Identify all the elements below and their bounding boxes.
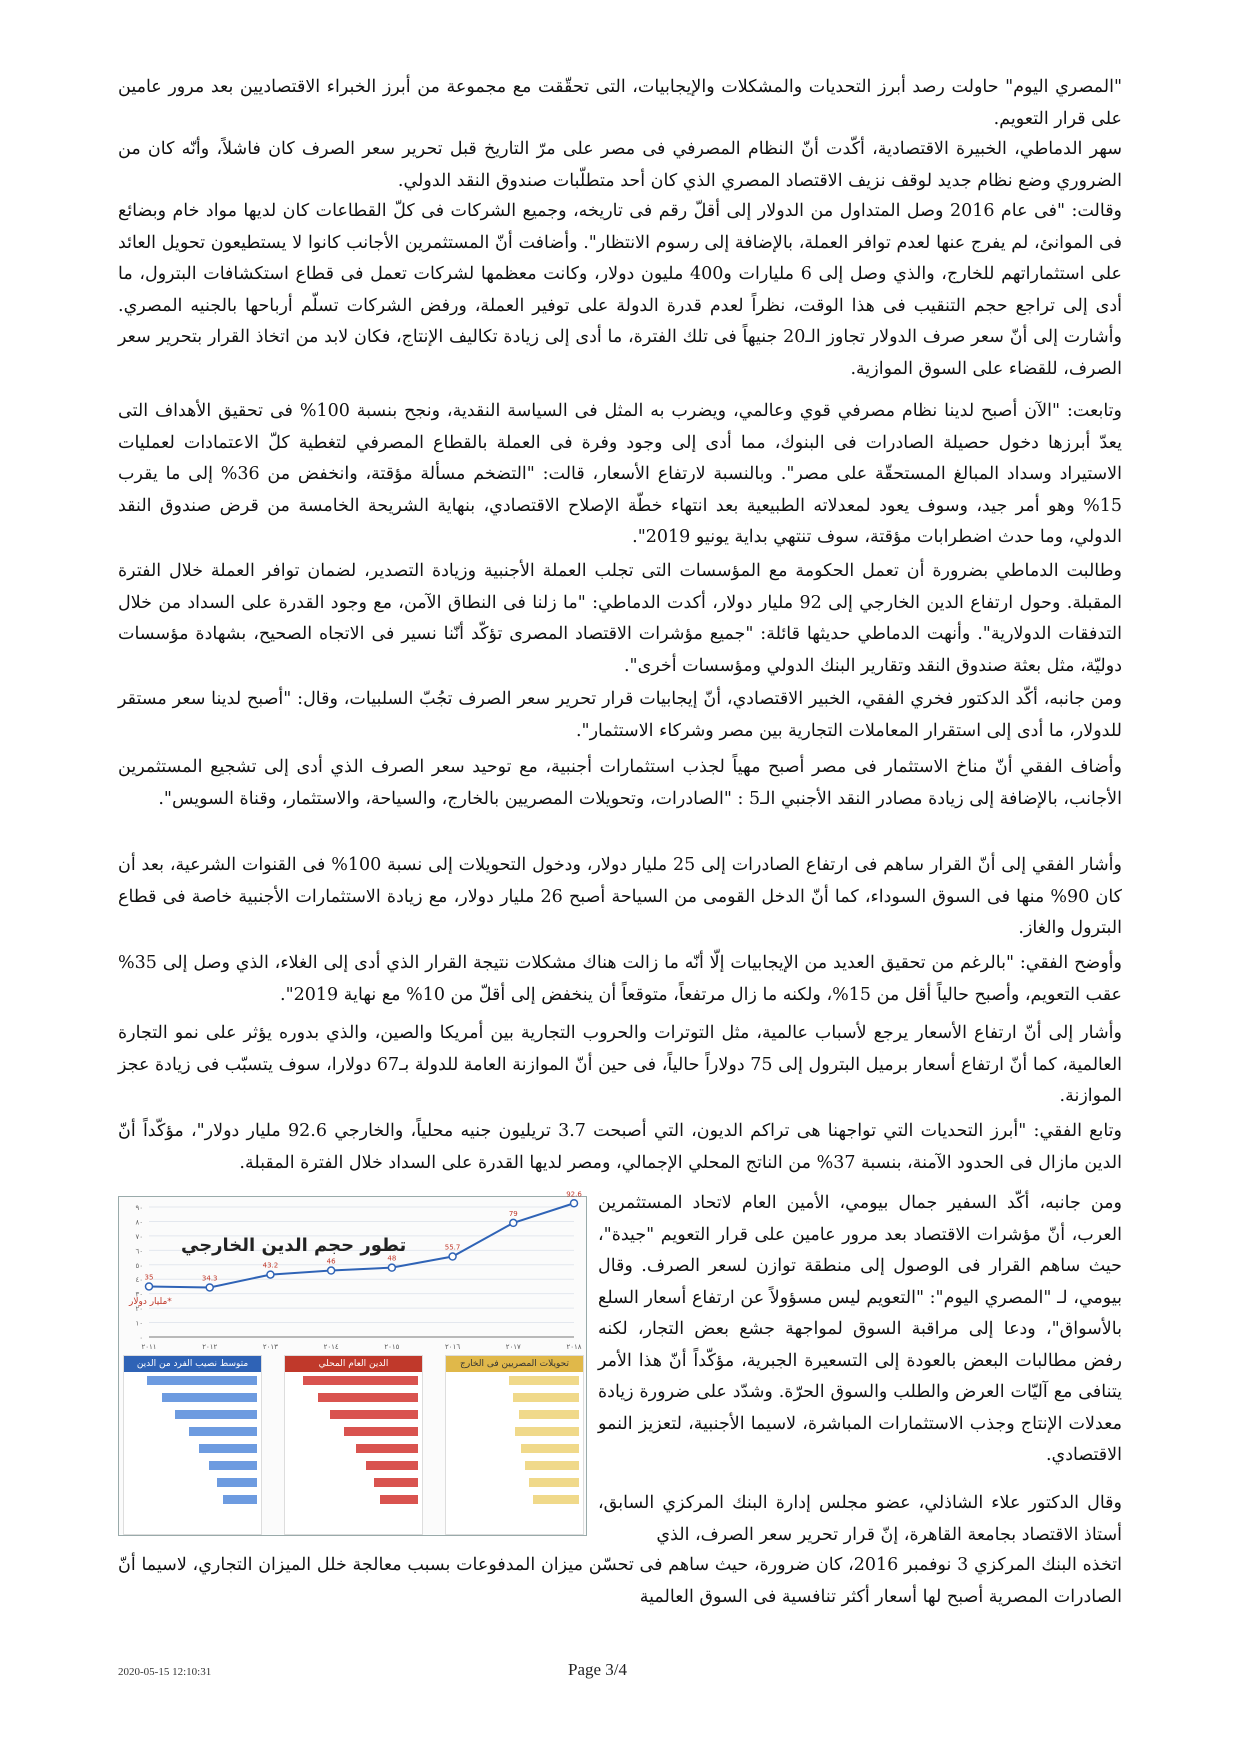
y-tick-label: ١٠ <box>135 1319 143 1328</box>
y-tick-label: ٢٠ <box>135 1305 143 1314</box>
paragraph-damati-3: وتابعت: "الآن أصبح لدينا نظام مصرفي قوي وعالمي، ويضرب به المثل فى السياسة النقدية، ونجح بنسبة 100% فى تحقيق الأهداف التى يعدّ أبرزها دخول حصيلة الصادرات فى البنوك، مما أدى إلى وجود وفرة فى العملة بالقطاع المصرفي لتغطية كلّ الاعتمادات لعمليات الاستيراد وسداد المبالغ المستحقّة على مصر". وبالنسبة لارتفاع الأسعار، قالت: "التضخم مسألة مؤقتة، وانخفض من 36% إلى ما يقرب 15% وهو أمر جيد، وسوف يعود لمعدلاته الطبيعية بعد انتهاء خطّة الإصلاح الاقتصادي، بنهاية الشريحة الخامسة من قرض صندوق النقد الدولي، وما حدث اضطرابات مؤقتة، سوف تنتهي بداية يونيو 2019". <box>118 401 1122 547</box>
domestic-bars <box>285 1372 422 1508</box>
bar <box>533 1495 579 1504</box>
bar <box>147 1376 257 1385</box>
x-tick-label: ٢٠١٨ <box>566 1343 582 1351</box>
bar <box>374 1478 418 1487</box>
paragraph-damati-2: وقالت: "فى عام 2016 وصل المتداول من الدولار إلى أقلّ رقم فى تاريخه، وجميع الشركات فى كلّ القطاعات كان لديها مواد خام وبضائع فى الموانئ، لم يفرج عنها لعدم توافر العملة، بالإضافة إلى رسوم الانتظار". وأضافت أنّ المستثمرين الأجانب كانوا لا يستطيعون تحويل العائد على استثماراتهم للخارج، والذي وصل إلى 6 مليارات و400 مليون دولار، وكانت معظمها لشركات تعمل فى قطاع استكشافات البترول، ما أدى إلى تراجع حجم التنقيب فى هذا الوقت، نظراً لعدم قدرة الدولة على توفير العملة، ورفض الشركات تسلّم أرباحها بالجنيه المصري. وأشارت إلى أنّ سعر صرف الدولار تجاوز الـ20 جنيهاً فى تلك الفترة، ما أدى إلى زيادة تكاليف الإنتاج، فكان لابد من اتخاذ القرار بتحرير سعر الصرف، للقضاء على السوق الموازية. <box>118 201 1123 379</box>
bar <box>509 1376 579 1385</box>
panel-per-capita-debt <box>123 1355 262 1535</box>
data-label: 43.2 <box>262 1261 279 1270</box>
x-tick-label: ٢٠١٢ <box>202 1343 218 1351</box>
paragraph-fiqi-6: وتابع الفقي: "أبرز التحديات التي تواجهنا هى تراكم الديون، التي أصبحت 3.7 تريليون جنيه محلياً، والخارجي 92.6 مليار دولار"، مؤكّداً أنّ الدين مازال فى الحدود الآمنة، بنسبة 37% من الناتج المحلي الإجمالي، ومصر لديها القدرة على السداد خلال الفترة المقبلة. <box>118 1121 1122 1173</box>
bar <box>209 1461 257 1470</box>
bar <box>162 1393 257 1402</box>
data-label: 34.3 <box>201 1274 218 1283</box>
paragraph-fiqi-2: وأضاف الفقي أنّ مناخ الاستثمار فى مصر أصبح مهياً لجذب استثمارات أجنبية، مع توحيد سعر الصرف الذي أدى إلى تشجيع المستثمرين الأجانب، بالإضافة إلى زيادة مصادر النقد الأجنبي الـ5 : "الصادرات، وتحويلات المصريين بالخارج، والسياحة، والاستثمار، وقناة السويس". <box>118 757 1122 809</box>
data-point <box>267 1271 274 1278</box>
bar <box>189 1427 257 1436</box>
paragraph-shazly-start: وقال الدكتور علاء الشاذلي، عضو مجلس إدارة البنك المركزي السابق، أستاذ الاقتصاد بجامعة القاهرة، إنّ قرار تحرير سعر الصرف، الذي <box>598 1493 1122 1545</box>
bar <box>529 1478 579 1487</box>
paragraph-fiqi-5: وأشار إلى أنّ ارتفاع الأسعار يرجع لأسباب عالمية، مثل التوترات والحروب التجارية بين أمريكا والصين، والذي بدوره يؤثر على نمو التجارة العالمية، كما أنّ ارتفاع أسعار برميل البترول إلى 75 دولاراً حالياً، فى حين أنّ الموازنة العامة للدولة بـ67 دولارا، سوف يتسبّب فى زيادة عجز الموازنة. <box>118 1023 1123 1106</box>
footer-timestamp: 2020-05-15 12:10:31 <box>118 1666 212 1678</box>
bar <box>356 1444 418 1453</box>
data-label: 46 <box>326 1257 336 1266</box>
infographic-unit: *مليار دولار <box>129 1297 172 1307</box>
data-point <box>571 1200 578 1207</box>
y-tick-label: ٥٠ <box>135 1261 143 1270</box>
panel-domestic-title: الدين العام المحلي <box>285 1356 422 1372</box>
footer-page-number: Page 3/4 <box>568 1660 628 1679</box>
x-tick-label: ٢٠١٥ <box>384 1343 400 1351</box>
data-point <box>388 1264 395 1271</box>
bar <box>521 1444 579 1453</box>
bar <box>344 1427 418 1436</box>
paragraph-fiqi-4: وأوضح الفقي: "بالرغم من تحقيق العديد من الإيجابيات إلّا أنّه ما زالت هناك مشكلات نتيجة القرار الذي أدى إلى الغلاء، الذي وصل إلى 35% عقب التعويم، وأصبح حالياً أقل من 15%، ولكنه ما زال مرتفعاً، متوقعاً أن ينخفض إلى أقلّ من 10% مع نهاية 2019". <box>118 953 1122 1005</box>
x-tick-label: ٢٠١١ <box>141 1343 157 1351</box>
data-point <box>510 1219 517 1226</box>
data-point <box>146 1283 153 1290</box>
data-point <box>449 1253 456 1260</box>
debt-line-chart <box>119 1190 586 1357</box>
bar <box>519 1410 579 1419</box>
bar <box>513 1393 579 1402</box>
panel-remittances-title: تحويلات المصريين فى الخارج <box>446 1356 583 1372</box>
bar <box>199 1444 257 1453</box>
bar <box>330 1410 418 1419</box>
per-capita-bars <box>124 1372 261 1508</box>
infographic-title: تطور حجم الدين الخارجي <box>181 1235 407 1256</box>
data-label: 55.7 <box>444 1243 461 1252</box>
data-label: 79 <box>508 1209 518 1218</box>
y-tick-label: ٨٠ <box>135 1218 143 1227</box>
bar <box>303 1376 418 1385</box>
bar <box>318 1393 418 1402</box>
data-point <box>328 1267 335 1274</box>
bar <box>223 1495 257 1504</box>
panel-remittances <box>445 1355 584 1535</box>
bar <box>380 1495 418 1504</box>
data-point <box>206 1284 213 1291</box>
x-tick-label: ٢٠١٦ <box>445 1343 461 1351</box>
remittance-bars <box>446 1372 583 1508</box>
paragraph-fiqi-3: وأشار الفقي إلى أنّ القرار ساهم فى ارتفاع الصادرات إلى 25 مليار دولار، ودخول التحويلات إلى نسبة 100% فى القنوات الشرعية، بعد أن كان 90% منها فى السوق السوداء، كما أنّ الدخل القومى من السياحة أصبح 26 مليار دولار، مع زيادة الاستثمارات الأجنبية خاصة فى قطاع البترول والغاز. <box>118 855 1123 938</box>
x-tick-label: ٢٠١٤ <box>323 1343 339 1351</box>
paragraph-damati-4: وطالبت الدماطي بضرورة أن تعمل الحكومة مع المؤسسات التى تجلب العملة الأجنبية وزيادة التصدير، لضمان توافر العملة خلال الفترة المقبلة. وحول ارتفاع الدين الخارجي إلى 92 مليار دولار، أكدت الدماطي: "ما زلنا فى النطاق الآمن، مع وجود القدرة على السداد من خلال التدفقات الدولارية". وأنهت الدماطي حديثها قائلة: "جميع مؤشرات الاقتصاد المصرى تؤكّد أنّنا نسير فى الاتجاه الصحيح، بشهادة مؤسسات دوليّة، مثل بعثة صندوق النقد وتقارير البنك الدولي ومؤسسات أخرى". <box>118 561 1122 676</box>
bar <box>366 1461 418 1470</box>
y-tick-label: ٧٠ <box>135 1232 143 1241</box>
debt-infographic <box>118 1190 587 1536</box>
bar <box>175 1410 257 1419</box>
bar <box>525 1461 579 1470</box>
data-label: 48 <box>387 1254 397 1263</box>
bar <box>217 1478 257 1487</box>
data-label: 92.6 <box>566 1190 582 1199</box>
paragraph-damati-1: سهر الدماطي، الخبيرة الاقتصادية، أكّدت أنّ النظام المصرفي فى مصر على مرّ التاريخ قبل تحرير سعر الصرف كان فاشلاً، وأنّه كان من الضروري وضع نظام جديد لوقف نزيف الاقتصاد المصري الذي كان أحد متطلّبات صندوق النقد الدولي. <box>118 139 1122 191</box>
paragraph-shazly-end: اتخذه البنك المركزي 3 نوفمبر 2016، كان ضرورة، حيث ساهم فى تحسّن ميزان المدفوعات بسبب معالجة خلل الميزان التجاري، لاسيما أنّ الصادرات المصرية أصبح لها أسعار أكثر تنافسية فى السوق العالمية <box>118 1555 1122 1607</box>
y-tick-label: ٣٠ <box>135 1290 143 1299</box>
y-tick-label: ٦٠ <box>135 1247 143 1256</box>
paragraph-intro: "المصري اليوم" حاولت رصد أبرز التحديات والمشكلات والإيجابيات، التى تحقّقت مع مجموعة من أبرز الخبراء الاقتصاديين بعد مرور عامين على قرار التعويم. <box>118 77 1122 129</box>
x-tick-label: ٢٠١٧ <box>505 1343 521 1351</box>
panel-per-capita-title: متوسط نصيب الفرد من الدين <box>124 1356 261 1372</box>
y-tick-label: ٩٠ <box>135 1204 143 1212</box>
data-label: 35 <box>144 1273 154 1282</box>
y-tick-label: ٤٠ <box>135 1276 143 1285</box>
panel-domestic-debt <box>284 1355 423 1535</box>
x-tick-label: ٢٠١٣ <box>262 1343 278 1351</box>
y-tick-label: ٠ <box>139 1334 143 1342</box>
paragraph-bayoumi: ومن جانبه، أكّد السفير جمال بيومي، الأمين العام لاتحاد المستثمرين العرب، أنّ مؤشرات الاقتصاد بعد مرور عامين على قرار التعويم "جيدة"، حيث ساهم القرار فى الوصول إلى منطقة توازن لسعر الصرف. وقال بيومي، لـ "المصري اليوم": "التعويم ليس مسؤولاً عن ارتفاع أسعار السلع بالأسواق"، ودعا إلى مراقبة السوق لمواجهة جشع بعض التجار، لكنه رفض مطالبات البعض بالعودة إلى التسعيرة الجبرية، مؤكّداً أنّ هذا الأمر يتنافى مع آليّات العرض والطلب والسوق الحرّة. وشدّد على ضرورة زيادة معدلات الإنتاج وجذب الاستثمارات المباشرة، لاسيما الأجنبية، لتعزيز النمو الاقتصادي. <box>598 1193 1122 1465</box>
paragraph-fiqi-1: ومن جانبه، أكّد الدكتور فخري الفقي، الخبير الاقتصادي، أنّ إيجابيات قرار تحرير سعر الصرف تجُبّ السلبيات، وقال: "أصبح لدينا سعر مستقر للدولار، ما أدى إلى استقرار المعاملات التجارية بين مصر وشركاء الاستثمار". <box>118 689 1122 741</box>
bar <box>515 1427 579 1436</box>
